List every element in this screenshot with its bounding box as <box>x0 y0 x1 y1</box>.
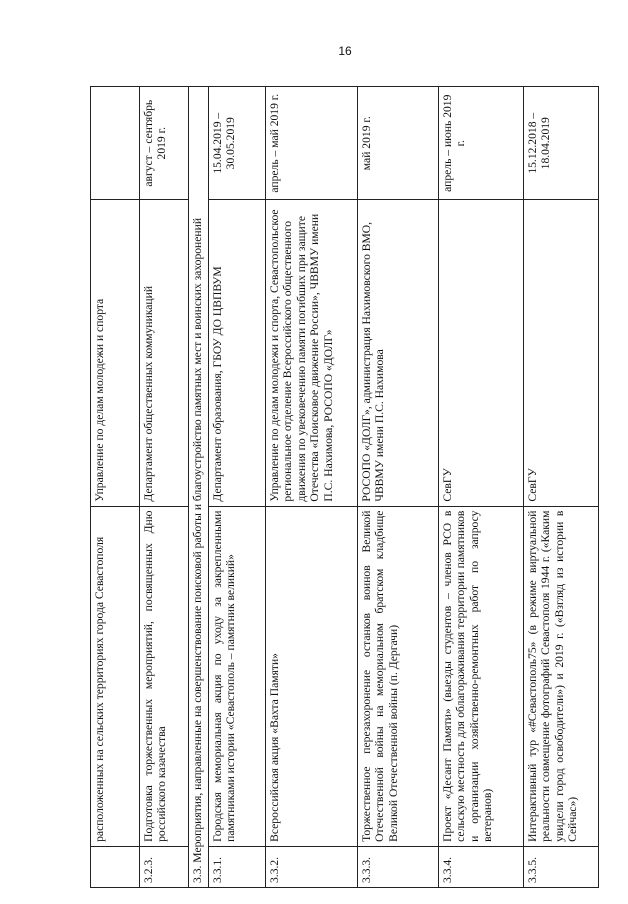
date-cell <box>91 87 140 200</box>
events-table <box>90 86 599 888</box>
date-cell: апрель – май 2019 г. <box>266 87 358 200</box>
event-cell: расположенных на сельских территориях города Севастополя <box>91 506 140 846</box>
row-number: 3.3.5. <box>524 846 599 887</box>
date-cell: август – сентябрь 2019 г. <box>140 87 189 200</box>
table-row <box>358 87 439 888</box>
date-cell: апрель – июнь 2019 г. <box>439 87 524 200</box>
executor-cell: СевГУ <box>439 200 524 506</box>
date-cell: май 2019 г. <box>358 87 439 200</box>
row-number <box>91 846 140 887</box>
executor-cell: Управление по делам молодежи и спорта <box>91 200 140 506</box>
event-cell: Интерактивный тур «#Севастополь75» (в режиме виртуальной реальности совмещение фотографий Севастополя 1944 г. («Каким увидели город освободители») и 2019 г. («Взгляд из истории в Сейчас») <box>524 506 599 846</box>
table-row <box>140 87 189 888</box>
row-number: 3.2.3. <box>140 846 189 887</box>
row-number: 3.3.2. <box>266 846 358 887</box>
section-heading: 3.3. Мероприятия, направленные на совершенствование поисковой работы и благоустройство памятных мест и воинских захоронений <box>189 87 209 888</box>
table-row <box>439 87 524 888</box>
rotated-table-container <box>90 86 578 888</box>
executor-cell: Департамент общественных коммуникаций <box>140 200 189 506</box>
row-number: 3.3.3. <box>358 846 439 887</box>
table-row <box>524 87 599 888</box>
event-cell: Торжественное перезахоронение останков воинов Великой Отечественной войны на мемориальном братском кладбище Великой Отечественной войны (п. Дергачи) <box>358 506 439 846</box>
event-cell: Подготовка торжественных мероприятий, посвященных Дню российского казачества <box>140 506 189 846</box>
section-row <box>189 87 209 888</box>
event-cell: Всероссийская акция «Вахта Памяти» <box>266 506 358 846</box>
page-number: 16 <box>338 44 352 58</box>
table-region <box>90 86 578 888</box>
row-number: 3.3.4. <box>439 846 524 887</box>
executor-cell: РОСОПО «ДОЛГ», администрация Нахимовского ВМО, ЧВВМУ имени П.С. Нахимова <box>358 200 439 506</box>
event-cell: Проект «Десант Памяти» (выезды студентов – членов РСО в сельскую местность для облагораживания территории памятников и организации хозяйственно-ремонтных работ по запросу ветеранов) <box>439 506 524 846</box>
executor-cell: Департамент образования, ГБОУ ДО ЦВПВУМ <box>209 200 266 506</box>
date-cell: 15.12.2018 – 18.04.2019 <box>524 87 599 200</box>
executor-cell: Управление по делам молодежи и спорта, Севастопольское региональное отделение Всероссийского общественного движения по увековечению памяти погибших при защите Отечества «Поисковое движение России», ЧВВМУ имени П.С. Нахимова, РОСОПО «ДОЛГ» <box>266 200 358 506</box>
table-row <box>91 87 140 888</box>
executor-cell: СевГУ <box>524 200 599 506</box>
date-cell: 15.04.2019 – 30.05.2019 <box>209 87 266 200</box>
table-row <box>266 87 358 888</box>
table-row <box>209 87 266 888</box>
row-number: 3.3.1. <box>209 846 266 887</box>
event-cell: Городская мемориальная акция по уходу за закрепленными памятниками истории «Севастополь – памятник великий» <box>209 506 266 846</box>
